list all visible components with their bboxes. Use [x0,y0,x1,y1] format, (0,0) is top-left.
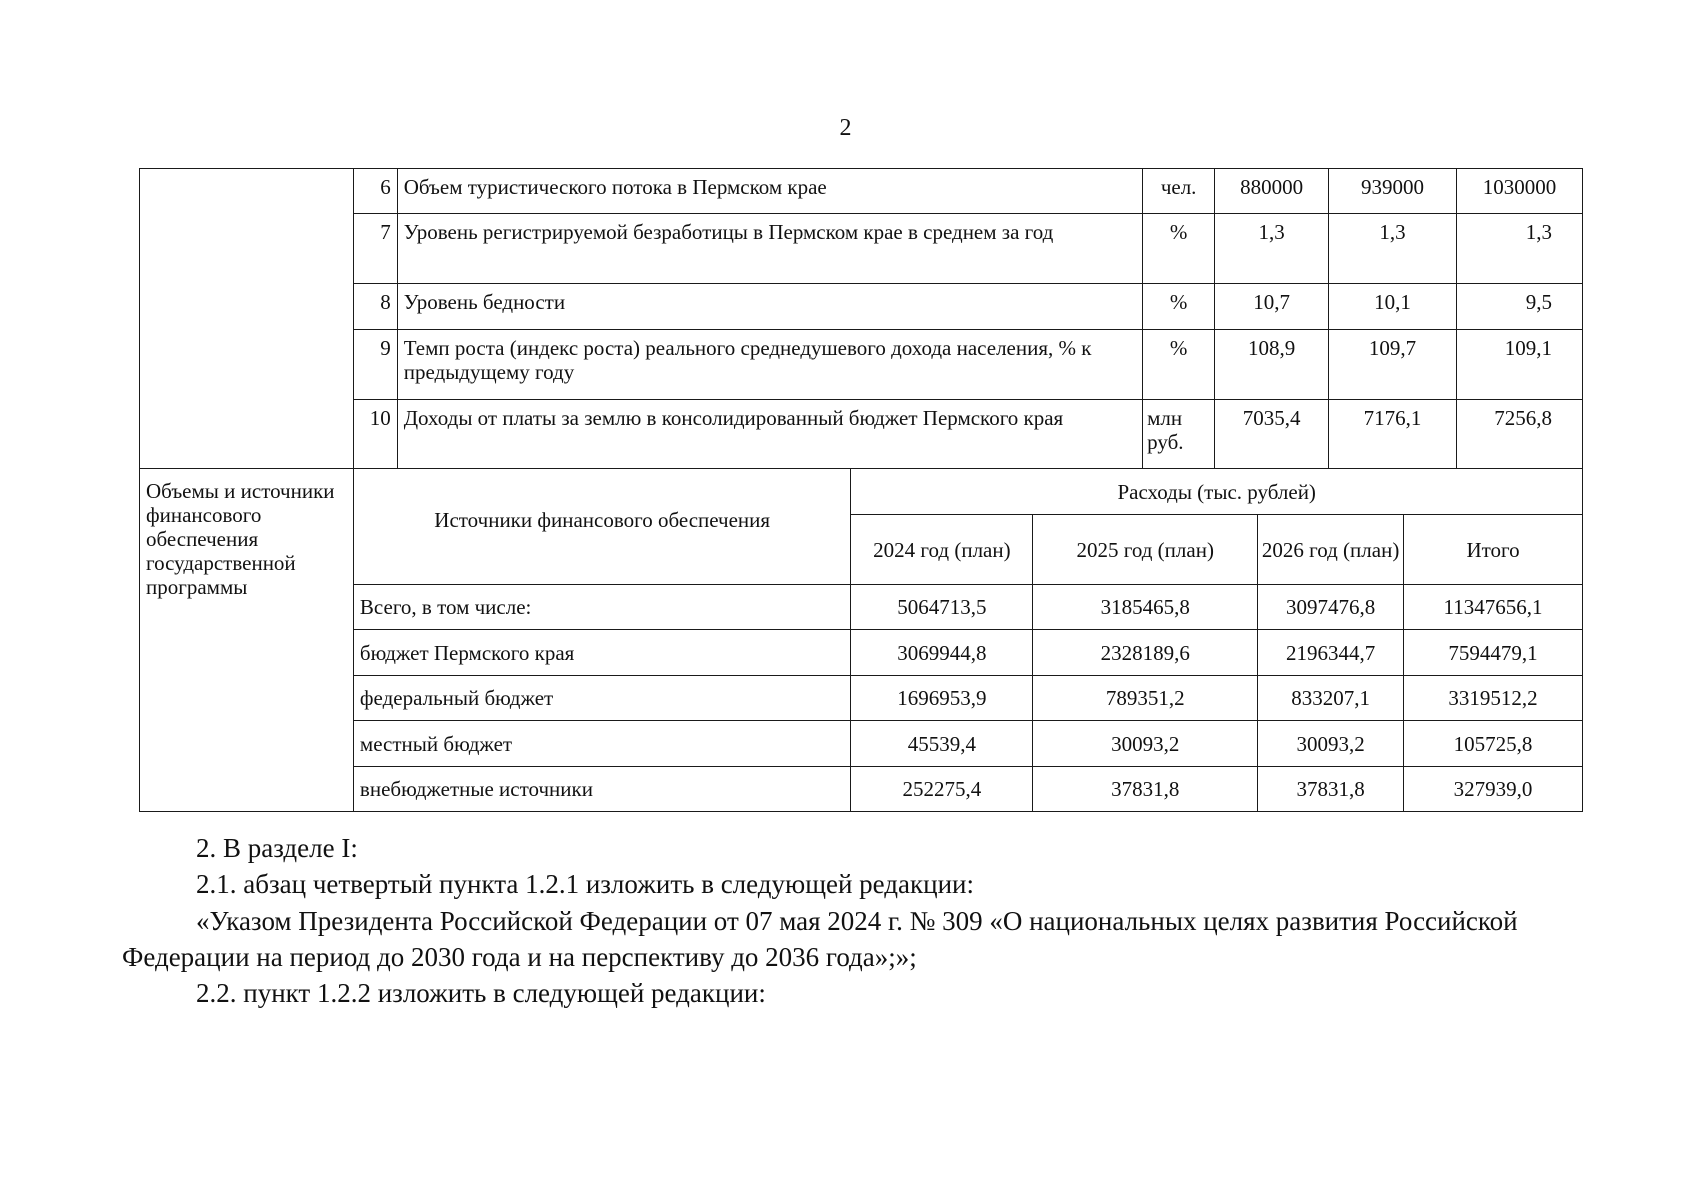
indicator-name: Доходы от платы за землю в консолидированный бюджет Пермского края [397,400,1142,469]
finance-value: 2196344,7 [1258,630,1404,676]
finance-value: 30093,2 [1033,721,1258,767]
finance-table [139,468,1583,812]
indicator-unit: чел. [1143,169,1215,214]
finance-value: 37831,8 [1033,767,1258,812]
indicator-value-2024: 7035,4 [1215,400,1329,469]
finance-value: 37831,8 [1258,767,1404,812]
indicator-row [140,400,1583,469]
indicator-name: Уровень регистрируемой безработицы в Пермском крае в среднем за год [397,214,1142,284]
finance-value: 3319512,2 [1404,676,1583,721]
finance-row-label: бюджет Пермского края [353,630,851,676]
page-number: 2 [839,115,852,141]
indicator-number: 7 [353,214,397,284]
finance-value: 30093,2 [1258,721,1404,767]
paragraph-section-heading: 2. В разделе I: [196,833,358,863]
indicator-unit: % [1143,214,1215,284]
indicator-value-2026: 9,5 [1457,284,1583,330]
finance-row [140,767,1583,812]
indicator-name: Объем туристического потока в Пермском крае [397,169,1142,214]
finance-value: 105725,8 [1404,721,1583,767]
finance-row-label: Всего, в том числе: [353,585,851,630]
paragraph-quote-line-2: Федерации на период до 2030 года и на перспективу до 2036 года»;»; [122,942,917,972]
finance-value: 833207,1 [1258,676,1404,721]
blank-label-cell [140,169,354,469]
indicator-number: 10 [353,400,397,469]
finance-value: 45539,4 [851,721,1033,767]
indicator-number: 8 [353,284,397,330]
finance-value: 2328189,6 [1033,630,1258,676]
indicator-value-2025: 10,1 [1329,284,1457,330]
year-header-total: Итого [1404,515,1583,585]
indicator-value-2024: 108,9 [1215,330,1329,400]
indicator-value-2025: 939000 [1329,169,1457,214]
sources-header: Источники финансового обеспечения [353,469,851,585]
indicator-value-2025: 7176,1 [1329,400,1457,469]
finance-header-row [140,469,1583,515]
finance-value: 789351,2 [1033,676,1258,721]
finance-value: 11347656,1 [1404,585,1583,630]
indicator-value-2025: 1,3 [1329,214,1457,284]
indicator-value-2025: 109,7 [1329,330,1457,400]
indicator-number: 6 [353,169,397,214]
indicator-row [140,214,1583,284]
finance-row [140,721,1583,767]
indicator-value-2026: 1030000 [1457,169,1583,214]
indicator-value-2026: 7256,8 [1457,400,1583,469]
finance-value: 252275,4 [851,767,1033,812]
indicator-row [140,330,1583,400]
finance-value: 7594479,1 [1404,630,1583,676]
finance-row [140,630,1583,676]
indicator-value-2024: 10,7 [1215,284,1329,330]
indicator-number: 9 [353,330,397,400]
paragraph-quote-line-1: «Указом Президента Российской Федерации от 07 мая 2024 г. № 309 «О национальных целях развития Российской [196,906,1518,936]
indicator-name: Темп роста (индекс роста) реального среднедушевого дохода населения, % к предыдущему году [397,330,1142,400]
indicator-unit: % [1143,330,1215,400]
finance-value: 3097476,8 [1258,585,1404,630]
finance-row-label: внебюджетные источники [353,767,851,812]
indicator-name: Уровень бедности [397,284,1142,330]
finance-row [140,585,1583,630]
finance-section-label: Объемы и источники финансового обеспечения государственной программы [140,469,354,812]
indicator-unit: млн руб. [1143,400,1215,469]
finance-value: 327939,0 [1404,767,1583,812]
indicator-value-2024: 880000 [1215,169,1329,214]
year-header-2026: 2026 год (план) [1258,515,1404,585]
indicator-unit: % [1143,284,1215,330]
year-header-2024: 2024 год (план) [851,515,1033,585]
finance-value: 5064713,5 [851,585,1033,630]
finance-value: 1696953,9 [851,676,1033,721]
year-header-2025: 2025 год (план) [1033,515,1258,585]
indicator-value-2026: 109,1 [1457,330,1583,400]
finance-row [140,676,1583,721]
expenses-header: Расходы (тыс. рублей) [851,469,1583,515]
finance-row-label: федеральный бюджет [353,676,851,721]
finance-value: 3069944,8 [851,630,1033,676]
finance-row-label: местный бюджет [353,721,851,767]
indicator-value-2026: 1,3 [1457,214,1583,284]
indicators-table [139,168,1583,469]
paragraph-item-2-2: 2.2. пункт 1.2.2 изложить в следующей редакции: [196,978,766,1008]
paragraph-item-2-1: 2.1. абзац четвертый пункта 1.2.1 изложить в следующей редакции: [196,869,974,899]
finance-value: 3185465,8 [1033,585,1258,630]
indicator-row [140,284,1583,330]
indicator-row [140,169,1583,214]
indicator-value-2024: 1,3 [1215,214,1329,284]
